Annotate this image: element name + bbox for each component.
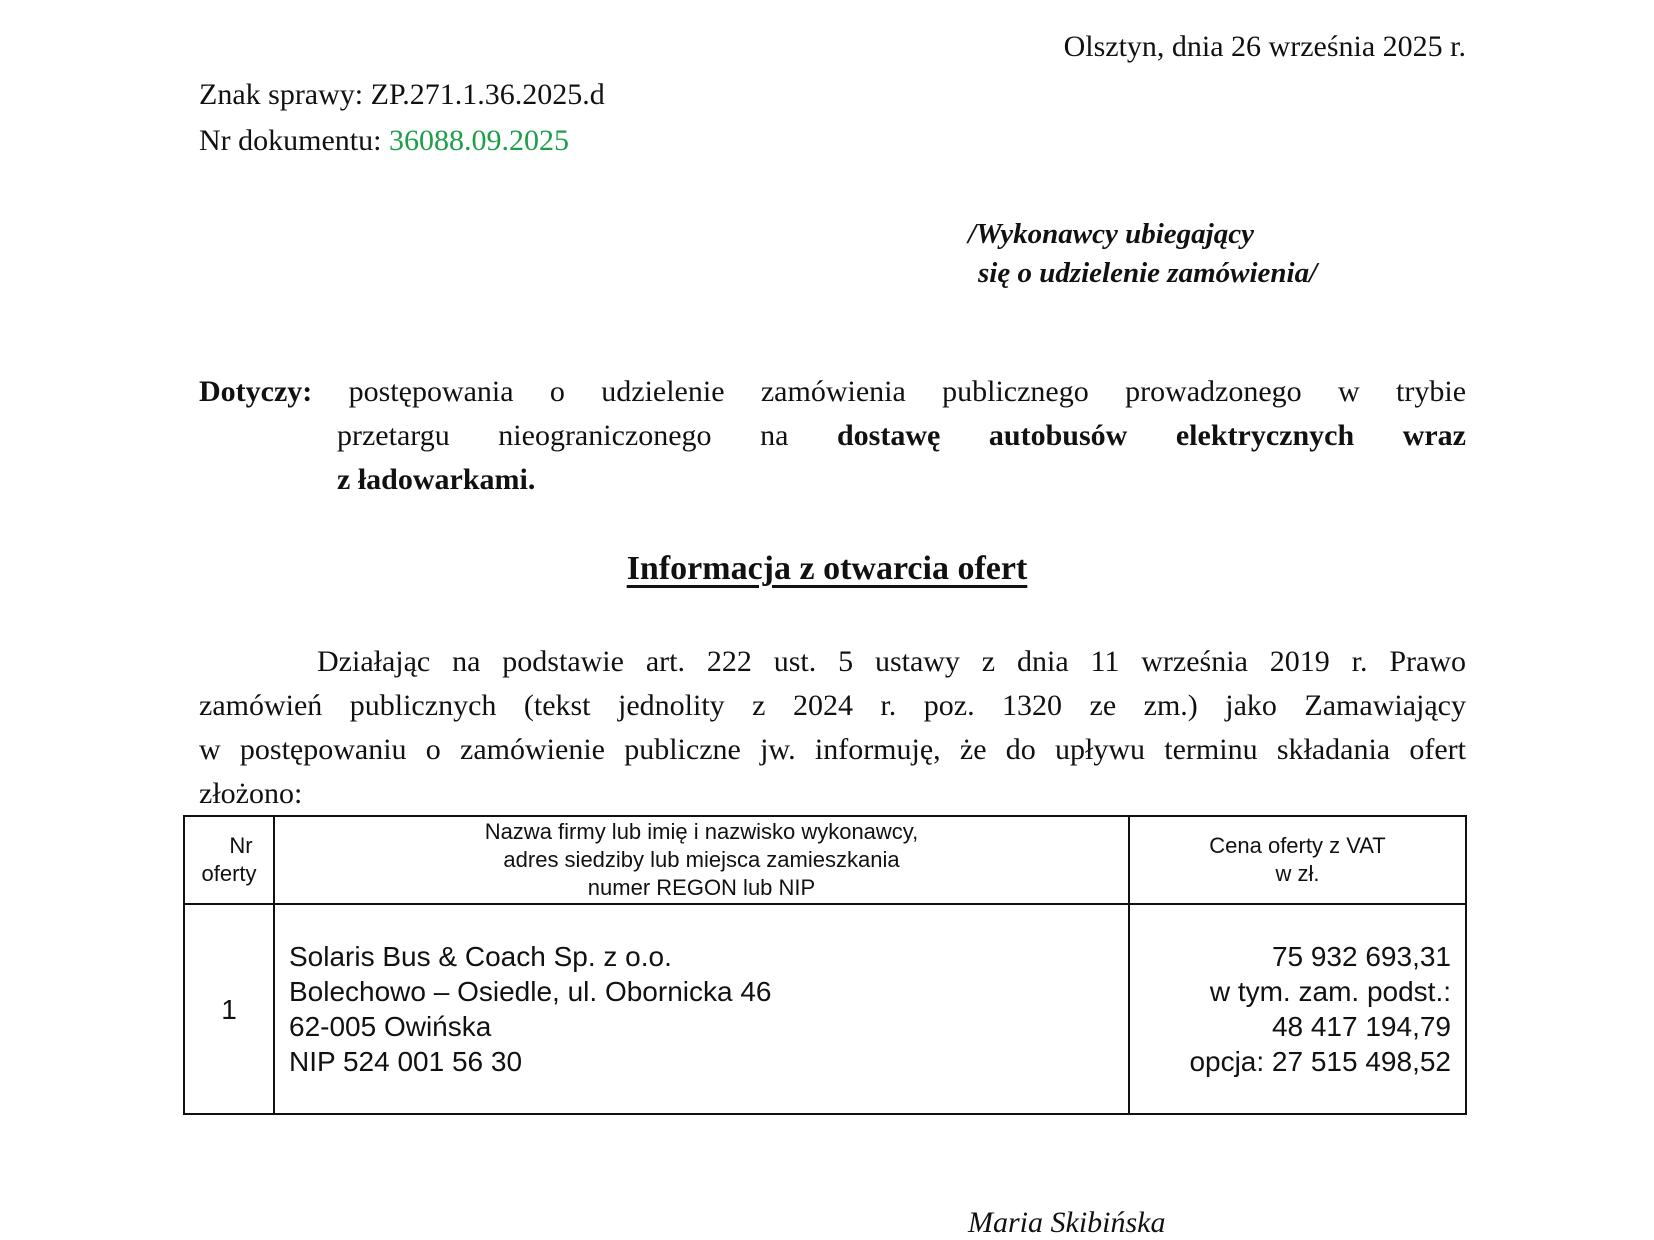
subject-emphasis-2: z ładowarkami. — [337, 463, 536, 496]
document-number — [199, 124, 569, 158]
price-cell — [1129, 904, 1466, 1114]
recipients-line-2: się o udzielenie zamówienia/ — [978, 257, 1318, 289]
subject-emphasis-1: dostawę autobusów elektrycznych wraz — [837, 419, 1466, 452]
body-line-2: zamówień publicznych (tekst jednolity z 2024 r. poz. 1320 ze zm.) jako Zamawiający — [199, 689, 1466, 722]
contractor-name: Solaris Bus & Coach Sp. z o.o. — [289, 941, 672, 972]
price-basic-label: w tym. zam. podst.: — [1209, 976, 1451, 1007]
signature: Maria Skibińska — [968, 1206, 1166, 1239]
price-option: opcja: 27 515 498,52 — [1189, 1046, 1451, 1077]
body-paragraph — [199, 640, 1466, 816]
body-line-3: w postępowaniu o zamówienie publiczne jw. informuję, że do upływu terminu składania ofert — [199, 733, 1466, 766]
subject-label: Dotyczy: — [199, 375, 313, 408]
contractor-postal: 62-005 Owińska — [289, 1011, 492, 1042]
header-contractor: Nazwa firmy lub imię i nazwisko wykonawcy, adres siedziby lub miejsca zamieszkania numer REGON lub NIP — [274, 816, 1129, 904]
table-header-row — [184, 816, 1466, 904]
contractor-address: Bolechowo – Osiedle, ul. Obornicka 46 — [289, 976, 772, 1007]
case-number — [199, 78, 605, 112]
contractor-cell — [274, 904, 1129, 1114]
document-number-value: 36088.09.2025 — [388, 124, 569, 157]
price-total: 75 932 693,31 — [1271, 941, 1451, 972]
offers-table — [183, 815, 1467, 1115]
subject-line-3 — [199, 458, 1466, 502]
document-date: Olsztyn, dnia 26 września 2025 r. — [1063, 30, 1466, 63]
contractor-nip: NIP 524 001 56 30 — [289, 1046, 523, 1077]
header-offer-number: Nr oferty — [184, 816, 274, 904]
subject-text-1: postępowania o udzielenie zamówienia publicznego prowadzonego w trybie — [348, 375, 1467, 408]
subject-line-1 — [199, 370, 1466, 414]
page-title: Informacja z otwarcia ofert — [626, 550, 1028, 587]
case-number-label: Znak sprawy: — [199, 78, 364, 111]
subject-block — [199, 370, 1466, 502]
subject-line-2 — [199, 414, 1466, 458]
body-line-1: Działając na podstawie art. 222 ust. 5 ustawy z dnia 11 września 2019 r. Prawo — [317, 645, 1466, 678]
header-price: Cena oferty z VAT w zł. — [1129, 816, 1466, 904]
subject-text-2: przetargu nieograniczonego na — [337, 419, 789, 452]
body-line-4: złożono: — [199, 777, 303, 810]
offer-number-cell: 1 — [184, 904, 274, 1114]
recipients-block — [968, 215, 1317, 293]
document-number-label: Nr dokumentu: — [199, 124, 382, 157]
price-basic-value: 48 417 194,79 — [1271, 1011, 1451, 1042]
recipients-line-1: /Wykonawcy ubiegający — [968, 218, 1254, 250]
table-row — [184, 904, 1466, 1114]
case-number-value: ZP.271.1.36.2025.d — [370, 78, 605, 111]
